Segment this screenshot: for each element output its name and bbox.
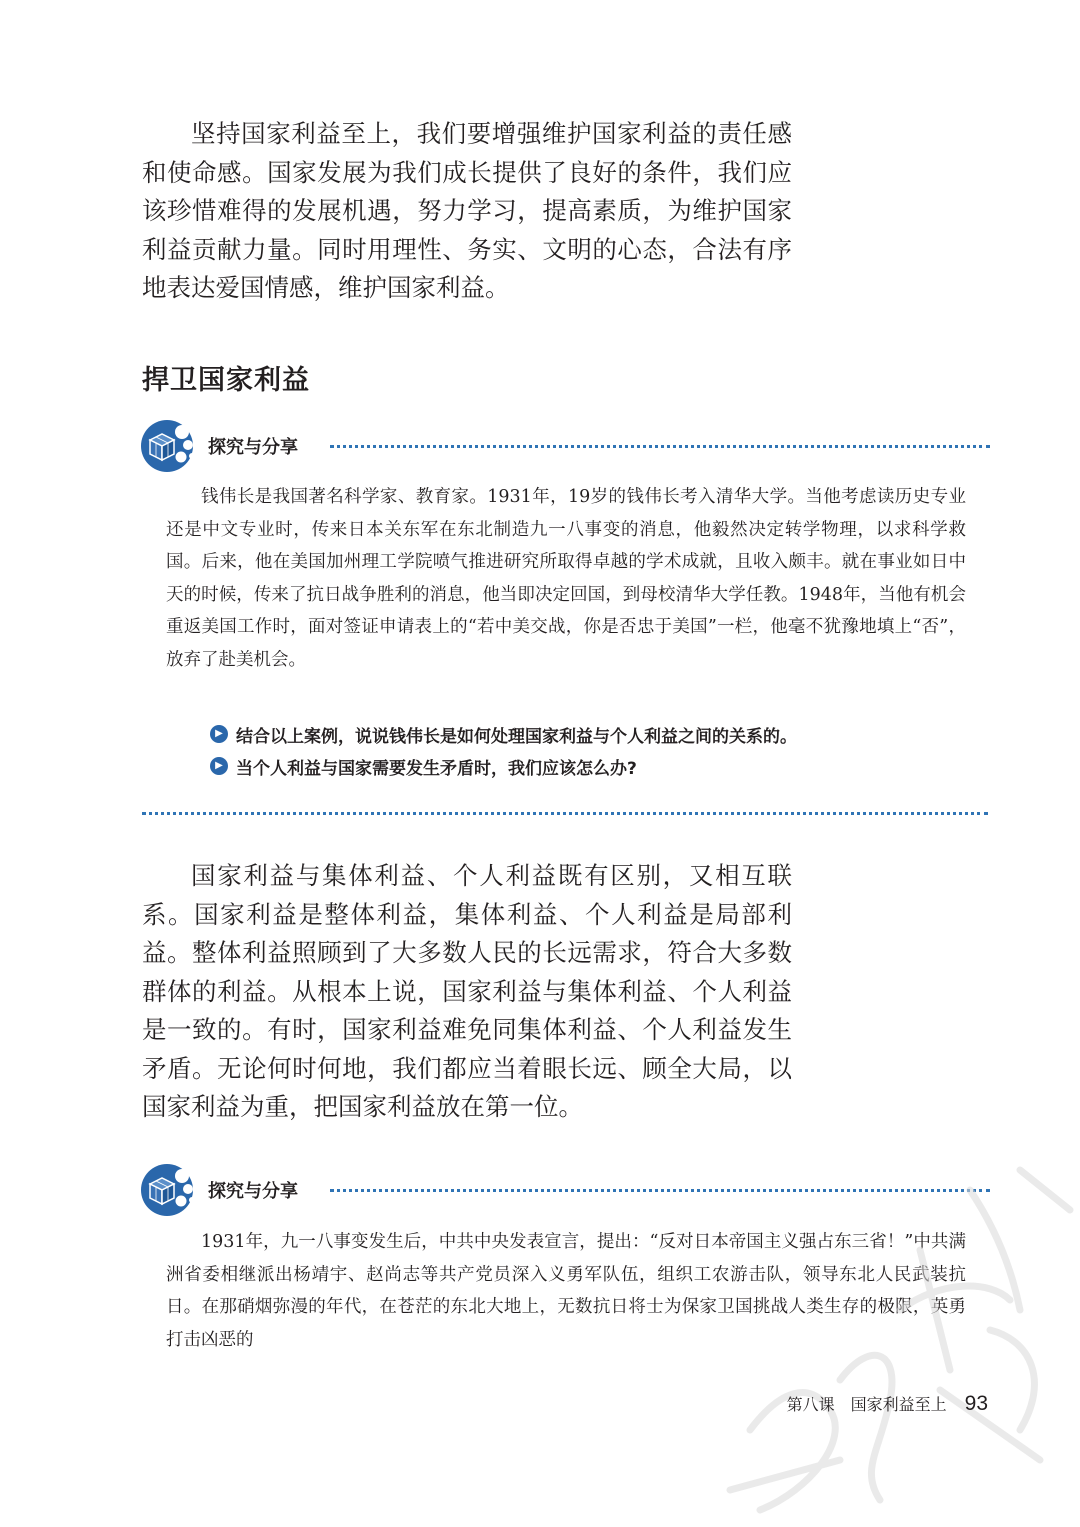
body-paragraph-top: 坚持国家利益至上，我们要增强维护国家利益的责任感和使命感。国家发展为我们成长提供了良好的条件，我们应该珍惜难得的发展机遇，努力学习，提高素质，为维护国家利益贡献力量。同时用理性、务实、文明的心态，合法有序地表达爱国情感，维护国家利益。 [142, 119, 792, 302]
explore-title: 探究与分享 [208, 1181, 298, 1202]
explore-title: 探究与分享 [208, 437, 298, 458]
arrow-bullet-icon: ▶ [210, 757, 228, 775]
page-footer [787, 1392, 988, 1416]
cube-molecule-icon [140, 1162, 196, 1218]
question-item [210, 718, 990, 750]
section-heading: 捍卫国家利益 [142, 365, 310, 396]
question-item [210, 750, 990, 782]
explore-header [140, 418, 990, 474]
dotted-rule [330, 445, 990, 448]
arrow-bullet-icon: ▶ [210, 725, 228, 743]
section-divider [142, 812, 988, 815]
page-number: 93 [964, 1392, 988, 1415]
question-list [210, 718, 990, 782]
case-text: 钱伟长是我国著名科学家、教育家。1931年，19岁的钱伟长考入清华大学。当他考虑读历史专业还是中文专业时，传来日本关东军在东北制造九一八事变的消息，他毅然决定转学物理，以求科学救国。后来，他在美国加州理工学院喷气推进研究所取得卓越的学术成就，且收入颇丰。就在事业如日中天的时候，传来了抗日战争胜利的消息，他当即决定回国，到母校清华大学任教。1948年，当他有机会重返美国工作时，面对签证申请表上的“若中美交战，你是否忠于美国”一栏，他毫不犹豫地填上“否”，放弃了赴美机会。 [166, 487, 966, 670]
watermark [690, 1130, 1080, 1527]
case-text: 1931年，九一八事变发生后，中共中央发表宣言，提出：“反对日本帝国主义强占东三省！”中共满洲省委相继派出杨靖宇、赵尚志等共产党员深入义勇军队伍，组织工农游击队，领导东北人民武装抗日。在那硝烟弥漫的年代，在苍茫的东北大地上，无数抗日将士为保家卫国挑战人类生存的极限，英勇打击凶恶的 [166, 1232, 966, 1350]
footer-lesson-title: 第八课 国家利益至上 [786, 1395, 947, 1414]
question-text: 当个人利益与国家需要发生矛盾时，我们应该怎么办? [236, 758, 637, 779]
question-text: 结合以上案例，说说钱伟长是如何处理国家利益与个人利益之间的关系的。 [236, 726, 797, 747]
body-paragraph-middle: 国家利益与集体利益、个人利益既有区别，又相互联系。国家利益是整体利益，集体利益、个人利益是局部利益。整体利益照顾到了大多数人民的长远需求，符合大多数群体的利益。从根本上说，国家利益与集体利益、个人利益是一致的。有时，国家利益难免同集体利益、个人利益发生矛盾。无论何时何地，我们都应当着眼长远、顾全大局，以国家利益为重，把国家利益放在第一位。 [142, 861, 792, 1121]
cube-molecule-icon [140, 418, 196, 474]
